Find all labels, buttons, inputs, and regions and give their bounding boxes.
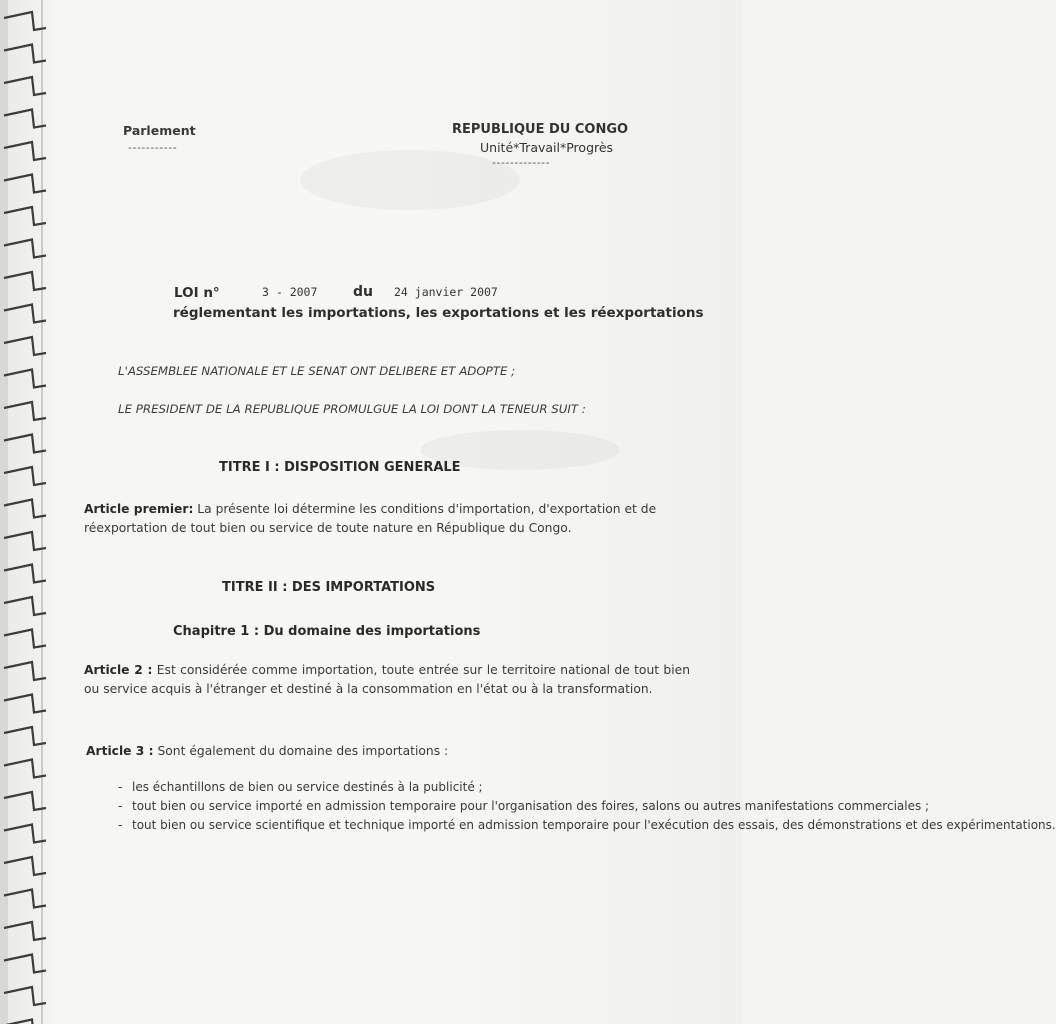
article-premier-text: La présente loi détermine les conditions d'importation, d'exportation et de réexportation de tout bien ou service de toute nature en République du Congo. — [84, 502, 657, 535]
binding-ring — [4, 727, 46, 745]
law-label: LOI n° — [174, 285, 220, 301]
binding-ring — [4, 760, 46, 778]
article-3-label: Article 3 : — [86, 744, 154, 758]
article-3 — [86, 742, 448, 761]
law-number: 3 - 2007 — [262, 285, 318, 299]
law-du: du — [353, 284, 373, 300]
binding-ring — [4, 630, 46, 648]
article-2 — [84, 661, 690, 699]
paper-smudge — [300, 150, 520, 210]
header-motto: Unité*Travail*Progrès — [480, 140, 614, 155]
article-3-list — [118, 778, 1056, 835]
binding-ring — [4, 955, 46, 973]
preamble-line-1: L'ASSEMBLEE NATIONALE ET LE SENAT ONT DELIBERE ET ADOPTE ; — [118, 364, 516, 378]
titre-2-heading: TITRE II : DES IMPORTATIONS — [222, 580, 436, 595]
header-parlement-rule: ----------- — [128, 141, 178, 154]
binding-ring — [4, 402, 46, 420]
binding-ring — [4, 337, 46, 355]
binding-ring — [4, 272, 46, 290]
binding-ring — [4, 142, 46, 160]
binding-ring — [4, 857, 46, 875]
binding-ring — [4, 240, 46, 258]
binding-ring — [4, 110, 46, 128]
binding-ring — [4, 532, 46, 550]
article-premier — [84, 500, 690, 538]
binding-ring — [4, 890, 46, 908]
binding-ring — [4, 565, 46, 583]
chapitre-1-heading: Chapitre 1 : Du domaine des importations — [173, 624, 481, 639]
header-parlement: Parlement — [123, 123, 196, 138]
preamble-line-2: LE PRESIDENT DE LA REPUBLIQUE PROMULGUE LA LOI DONT LA TENEUR SUIT : — [118, 402, 586, 416]
list-item: - tout bien ou service scientifique et technique importé en admission temporaire pour l'exécution des essais, des démonstrations et des expérimentations. — [118, 816, 618, 835]
header-republique-rule: ------------- — [492, 156, 551, 169]
binding-ring — [4, 987, 46, 1005]
binding-ring — [4, 695, 46, 713]
list-item: - tout bien ou service importé en admission temporaire pour l'organisation des foires, salons ou autres manifestations commerciales ; — [118, 797, 618, 816]
binding-ring — [4, 305, 46, 323]
article-2-text: Est considérée comme importation, toute entrée sur le territoire national de tout bien ou service acquis à l'étranger et destiné à la consommation en l'état ou à la transformation. — [84, 663, 690, 696]
binding-ring — [4, 662, 46, 680]
article-2-label: Article 2 : — [84, 663, 153, 677]
binding-ring — [4, 45, 46, 63]
titre-1-heading: TITRE I : DISPOSITION GENERALE — [219, 460, 461, 475]
binding-ring — [4, 12, 46, 30]
spiral-binding — [0, 0, 62, 1024]
header-republique: REPUBLIQUE DU CONGO — [452, 122, 629, 137]
binding-ring — [4, 500, 46, 518]
binding-graphic — [0, 0, 62, 1024]
binding-ring — [4, 922, 46, 940]
binding-ring — [4, 467, 46, 485]
binding-ring — [4, 435, 46, 453]
law-title: réglementant les importations, les exportations et les réexportations — [173, 305, 704, 321]
binding-ring — [4, 1020, 46, 1024]
binding-edge — [0, 0, 8, 1024]
article-3-text: Sont également du domaine des importations : — [153, 744, 449, 758]
article-premier-label: Article premier: — [84, 502, 194, 516]
binding-ring — [4, 175, 46, 193]
binding-ring — [4, 207, 46, 225]
law-date: 24 janvier 2007 — [394, 285, 498, 299]
binding-ring — [4, 825, 46, 843]
binding-ring — [4, 370, 46, 388]
binding-ring — [4, 792, 46, 810]
binding-ring — [4, 77, 46, 95]
binding-ring — [4, 597, 46, 615]
list-item: - les échantillons de bien ou service destinés à la publicité ; — [118, 778, 618, 797]
